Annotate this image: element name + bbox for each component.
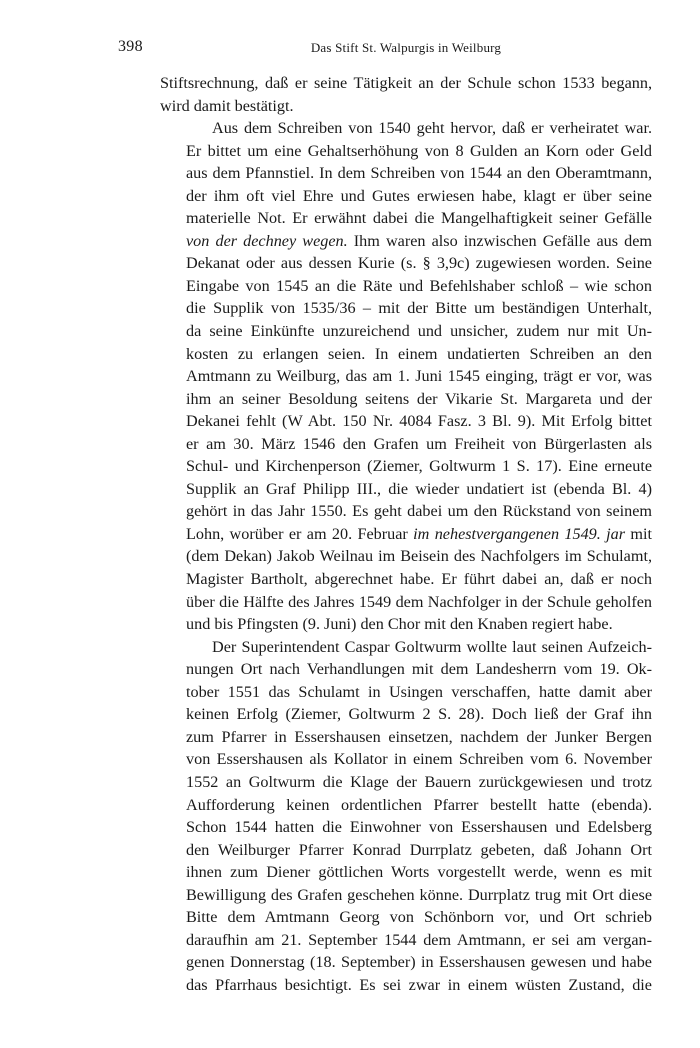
text-line: da seine Einkünfte unzureichend und unsicher, zudem nur mit Un-	[186, 322, 652, 341]
text-line: Supplik an Graf Philipp III., die wieder undatiert ist (ebenda Bl. 4)	[186, 479, 652, 498]
text-segment: Lohn, worüber er am 20. Februar	[186, 524, 408, 543]
paragraph-1	[160, 72, 652, 117]
text-line: aus dem Pfannstiel. In dem Schreiben von 1544 an den Oberamtmann,	[186, 164, 652, 183]
text-line: die Supplik von 1535/36 – mit der Bitte um beständigen Unterhalt,	[186, 299, 652, 318]
text-line: Dekanat oder aus dessen Kurie (s. § 3,9c) zugewiesen worden. Seine	[186, 254, 652, 273]
text-segment: Ihm waren also inzwischen Gefälle aus dem	[353, 231, 653, 250]
text-segment: mit	[630, 524, 653, 543]
text-line: von Essershausen als Kollator in einem Schreiben vom 6. November	[186, 750, 652, 769]
running-header	[118, 38, 652, 58]
text-line: materielle Not. Er erwähnt dabei die Mangelhaftigkeit seiner Gefälle	[186, 209, 652, 228]
text-line: zum Pfarrer in Essershausen einsetzen, nachdem der Junker Bergen	[186, 727, 652, 746]
text-line: daraufhin am 21. September 1544 dem Amtmann, er sei am vergan-	[186, 930, 652, 949]
text-line: Schon 1544 hatten die Einwohner von Essershausen und Edelsberg	[186, 818, 652, 837]
text-line: Schul- und Kirchenperson (Ziemer, Goltwurm 1 S. 17). Eine erneute	[186, 457, 652, 476]
text-line: den Weilburger Pfarrer Konrad Durrplatz gebeten, daß Johann Ort	[186, 840, 652, 859]
paragraph-3	[160, 636, 652, 997]
italic-quote: von der dechney wegen.	[186, 231, 348, 250]
text-line: Aus dem Schreiben von 1540 geht hervor, daß er verheiratet war.	[212, 119, 652, 138]
text-line: der ihm oft viel Ehre und Gutes erwiesen habe, klagt er über seine	[186, 186, 652, 205]
text-line: das Pfarrhaus besichtigt. Es sei zwar in einem wüsten Zustand, die	[186, 975, 652, 994]
text-line: wird damit bestätigt.	[160, 96, 294, 115]
text-line: genen Donnerstag (18. September) in Essershausen gewesen und habe	[186, 953, 652, 972]
text-line: gehört in das Jahr 1550. Es geht dabei um den Rückstand von seinem	[186, 502, 652, 521]
text-line: Stiftsrechnung, daß er seine Tätigkeit an der Schule schon 1533 begann,	[160, 74, 652, 92]
text-line: ihm an seiner Besoldung seitens der Vikarie St. Margareta und der	[186, 389, 652, 408]
text-line: Aufforderung keinen ordentlichen Pfarrer bestellt hatte (ebenda).	[186, 795, 652, 814]
paragraph-2	[160, 117, 652, 636]
text-line: über die Hälfte des Jahres 1549 dem Nachfolger in der Schule geholfen	[186, 592, 652, 611]
text-line	[160, 230, 652, 253]
body-text	[160, 72, 652, 996]
text-line: Er bittet um eine Gehaltserhöhung von 8 Gulden an Korn oder Geld	[186, 141, 652, 160]
text-line: kosten zu erlangen seien. In einem undatierten Schreiben an den	[186, 344, 652, 363]
text-line: tober 1551 das Schulamt in Usingen verschaffen, hatte damit aber	[186, 682, 652, 701]
text-line: Eingabe von 1545 an die Räte und Befehlshaber schloß – wie schon	[186, 276, 652, 295]
text-line: Dekanei fehlt (W Abt. 150 Nr. 4084 Fasz. 3 Bl. 9). Mit Erfolg bittet	[186, 412, 652, 431]
running-title: Das Stift St. Walpurgis in Weilburg	[310, 40, 502, 55]
text-line: Magister Bartholt, abgerechnet habe. Er führt dabei an, daß er noch	[186, 570, 652, 589]
page-number: 398	[118, 38, 143, 55]
text-line: keinen Erfolg (Ziemer, Goltwurm 2 S. 28). Doch ließ der Graf ihn	[186, 705, 652, 724]
text-line: Bitte dem Amtmann Georg von Schönborn vor, und Ort schrieb	[186, 908, 652, 927]
text-line: nungen Ort nach Verhandlungen mit dem Landesherrn vom 19. Ok-	[186, 660, 652, 679]
text-line: (dem Dekan) Jakob Weilnau im Beisein des Nachfolgers im Schulamt,	[186, 547, 652, 566]
text-line	[160, 523, 652, 546]
text-line: Bewilligung des Grafen geschehen könne. Durrplatz trug mit Ort diese	[186, 885, 652, 904]
text-line: und bis Pfingsten (9. Juni) den Chor mit den Knaben regiert habe.	[186, 615, 613, 634]
text-line: 1552 an Goltwurm die Klage der Bauern zurückgewiesen und trotz	[186, 772, 652, 791]
text-line: Der Superintendent Caspar Goltwurm wollte laut seinen Aufzeich-	[212, 637, 652, 656]
text-line: er am 30. März 1546 den Grafen um Freiheit von Bürgerlasten als	[186, 434, 652, 453]
text-line: Amtmann zu Weilburg, das am 1. Juni 1545 einging, trägt er vor, was	[186, 367, 652, 386]
text-line: ihnen zum Diener göttlichen Worts vorgestellt werde, wenn es mit	[186, 863, 652, 882]
italic-quote: im nehestvergangenen 1549. jar	[413, 524, 626, 543]
